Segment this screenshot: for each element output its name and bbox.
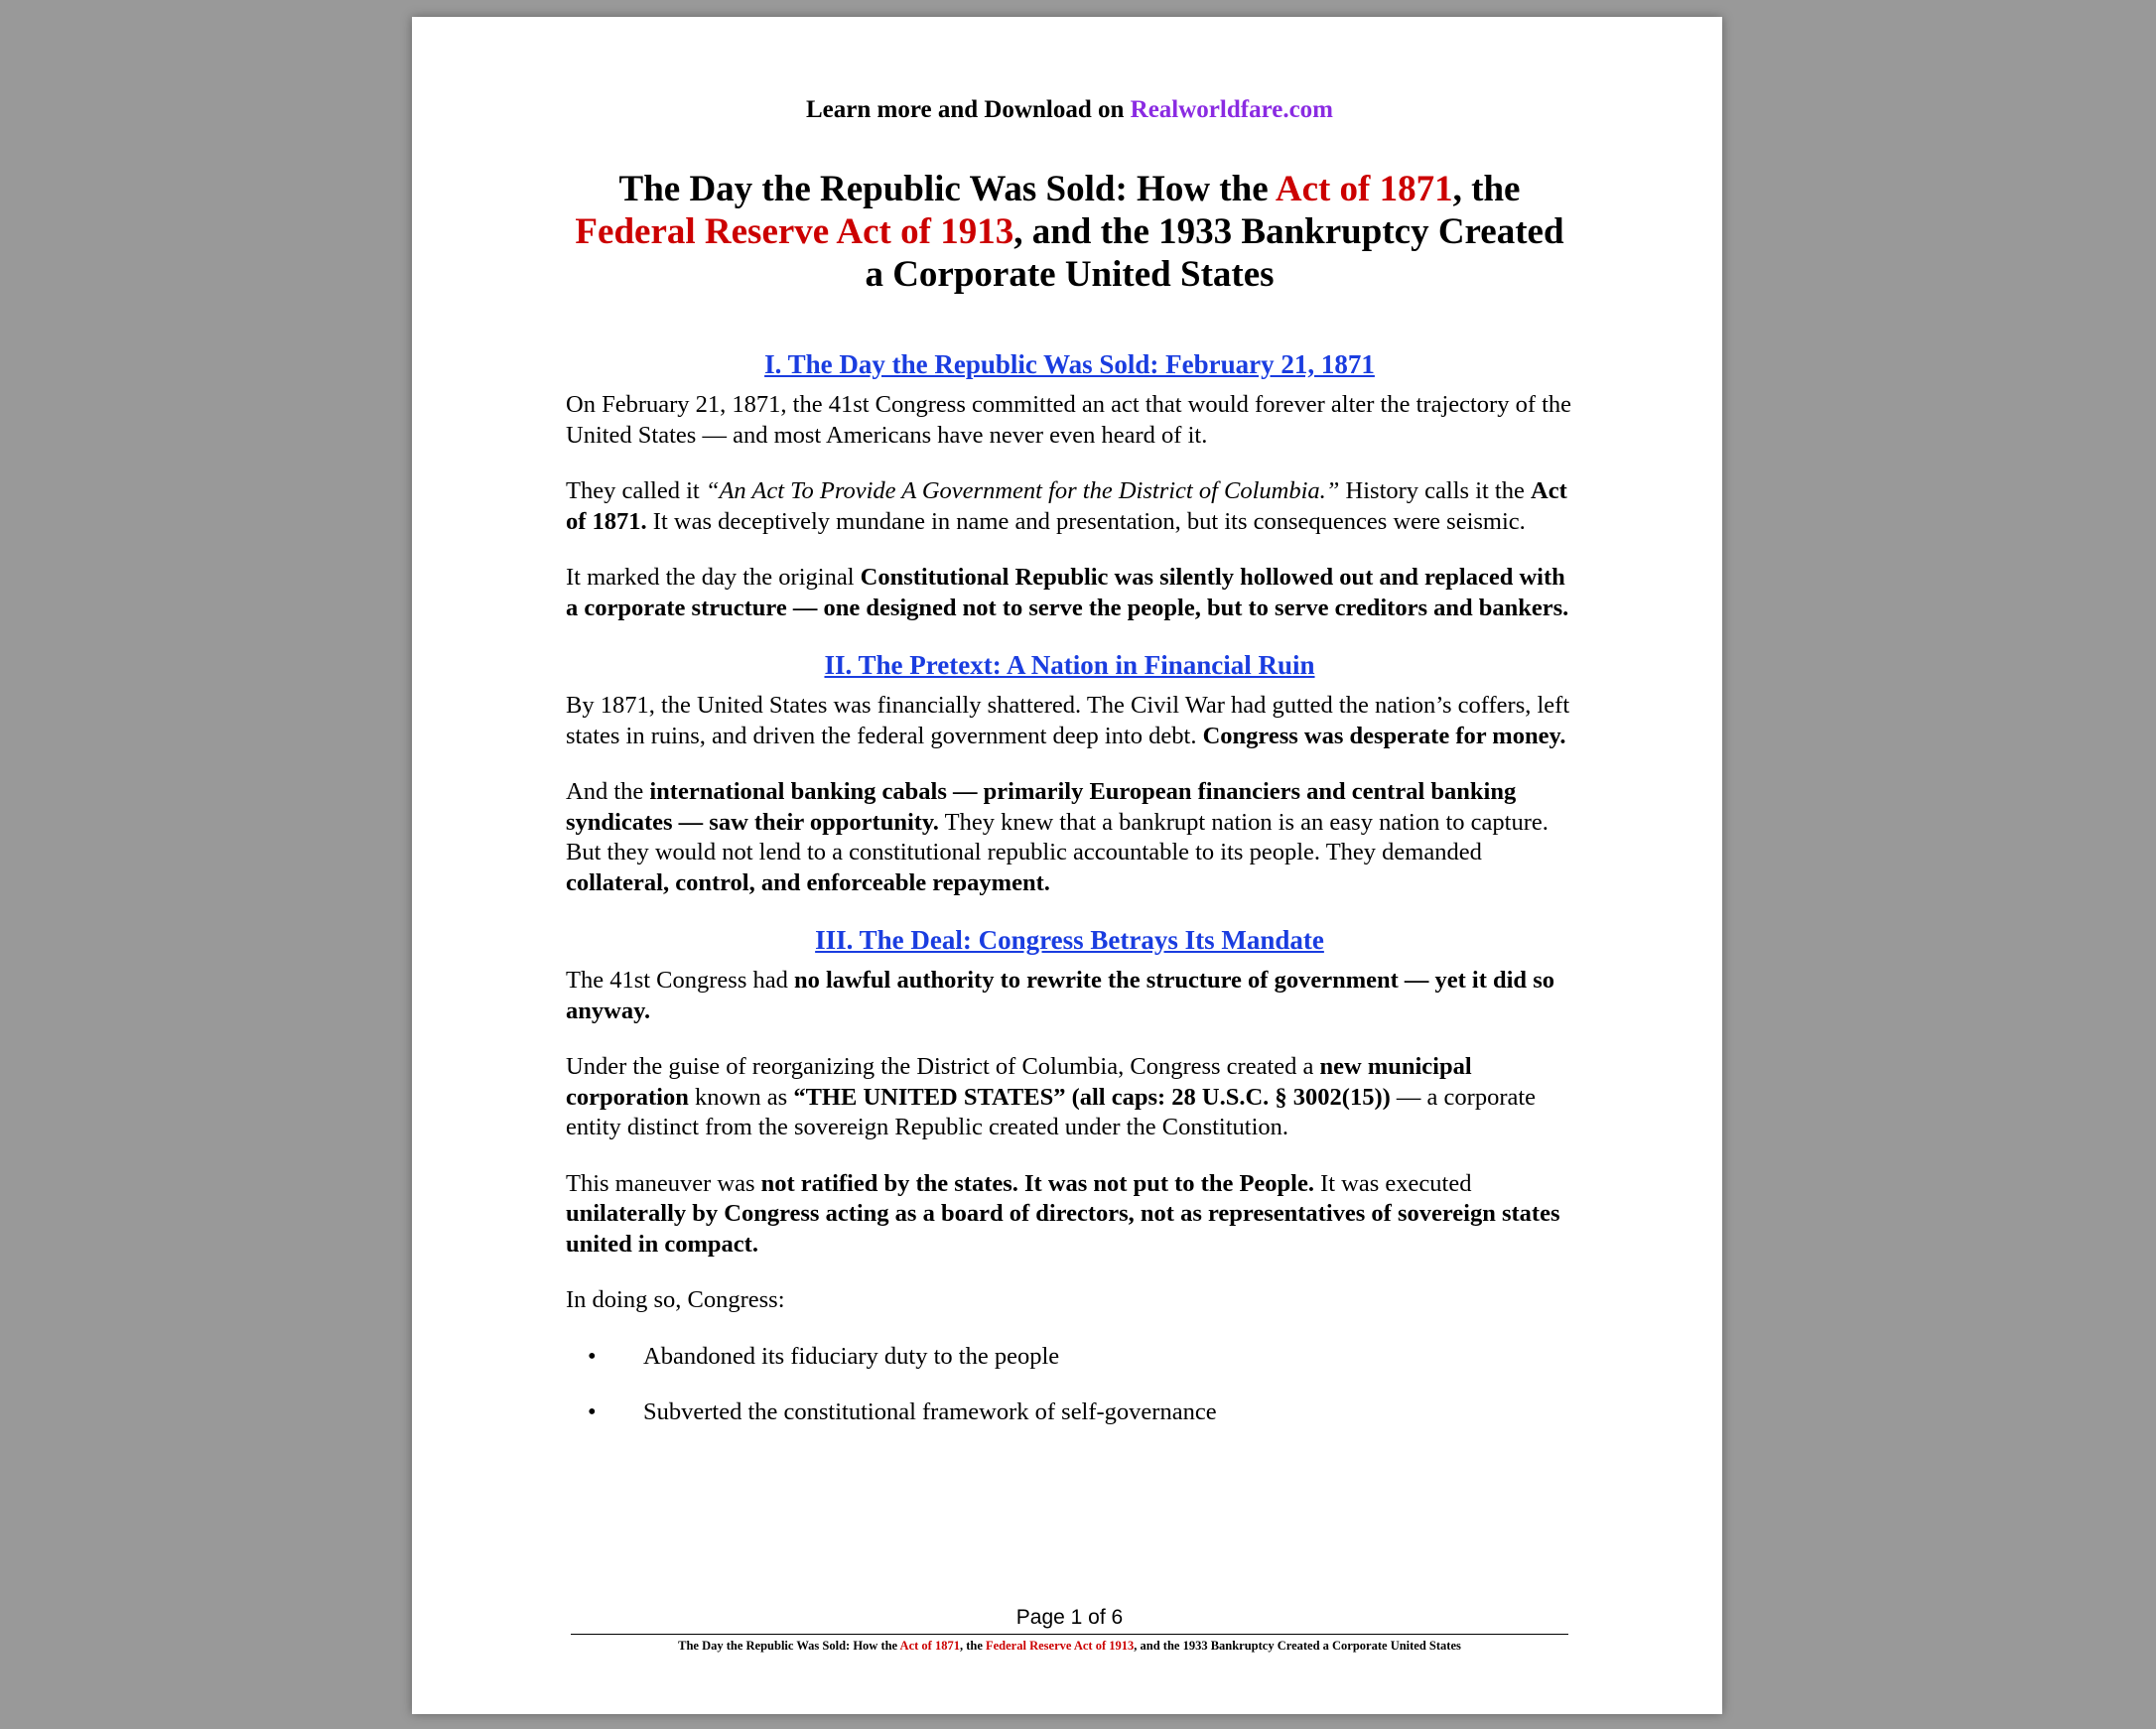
bold-text: international banking cabals — primarily European financiers and central banking syndicates — saw their opportunity. <box>566 778 1517 836</box>
footer-highlight-act-1871: Act of 1871 <box>899 1639 960 1653</box>
download-banner-text: Learn more and Download on <box>805 96 1131 123</box>
section-heading-1-text: I. The Day the Republic Was Sold: February 21, 1871 <box>764 349 1375 379</box>
section-3-paragraph-4 <box>566 1285 1573 1316</box>
site-link[interactable]: Realworldfare.com <box>1130 96 1333 123</box>
bullet-icon: • <box>588 1342 597 1370</box>
document-body <box>566 348 1573 1454</box>
paragraph-text: By 1871, the United States was financially shattered. The Civil War had gutted the nation’s coffers, left states in ruins, and driven the federal government deep into debt. <box>566 692 1570 749</box>
paragraph-text: In doing so, Congress: <box>566 1286 785 1313</box>
bold-text: collateral, control, and enforceable repayment. <box>566 868 1050 896</box>
paragraph-text: It was executed <box>1313 1169 1472 1197</box>
section-heading-1[interactable] <box>566 348 1573 380</box>
bold-text: new municipal corporation <box>566 1053 1472 1111</box>
title-text-1: The Day the Republic Was Sold: How the <box>618 169 1276 209</box>
section-1-paragraph-2 <box>566 476 1573 537</box>
paragraph-text: They called it <box>566 477 706 504</box>
paragraph-text: And the <box>566 778 650 805</box>
document-title <box>566 168 1573 296</box>
bullet-icon: • <box>588 1398 597 1425</box>
list-item-text: Abandoned its fiduciary duty to the people <box>643 1342 1060 1370</box>
bullet-list <box>566 1342 1573 1428</box>
bold-text: Congress was desperate for money. <box>1202 722 1566 749</box>
section-heading-3-text: III. The Deal: Congress Betrays Its Mandate <box>815 925 1324 955</box>
paragraph-text: The 41st Congress had <box>566 967 794 994</box>
footer-text-3: , and the 1933 Bankruptcy Created a Corporate United States <box>1134 1639 1461 1653</box>
section-2-paragraph-2 <box>566 777 1573 898</box>
bold-text: Constitutional Republic was silently hollowed out and replaced with a corporate structure — one designed not to serve the people, but to serve creditors and bankers. <box>566 564 1569 621</box>
section-heading-3[interactable] <box>566 924 1573 956</box>
paragraph-text: They knew that a bankrupt nation is an easy nation to capture. But they would not lend to a constitutional republic accountable to its people. They demanded <box>566 808 1549 865</box>
bold-text: Act of 1871. <box>566 477 1567 535</box>
title-text-3: , and the 1933 Bankruptcy Created a Corporate United States <box>865 211 1564 295</box>
bold-text: no lawful authority to rewrite the structure of government — yet it did so anyway. <box>566 967 1554 1024</box>
section-3-paragraph-3 <box>566 1169 1573 1261</box>
list-item <box>566 1397 1573 1428</box>
running-footer <box>566 1638 1573 1654</box>
paragraph-text: It marked the day the original <box>566 564 861 591</box>
section-heading-2-text: II. The Pretext: A Nation in Financial Ruin <box>824 650 1315 680</box>
list-item-text: Subverted the constitutional framework of self-governance <box>643 1398 1217 1425</box>
title-highlight-federal-reserve: Federal Reserve Act of 1913 <box>575 211 1014 252</box>
bold-text: not ratified by the states. It was not put to the People. <box>760 1169 1314 1197</box>
paragraph-text: It was deceptively mundane in name and presentation, but its consequences were seismic. <box>646 507 1526 535</box>
paragraph-text: History calls it the <box>1339 477 1531 504</box>
section-heading-2[interactable] <box>566 649 1573 681</box>
paragraph-text: Under the guise of reorganizing the District of Columbia, Congress created a <box>566 1053 1320 1080</box>
paragraph-text: On February 21, 1871, the 41st Congress committed an act that would forever alter the trajectory of the United States — and most Americans have never even heard of it. <box>566 391 1572 449</box>
document-page <box>412 17 1722 1714</box>
title-highlight-act-1871: Act of 1871 <box>1275 169 1453 209</box>
list-item <box>566 1342 1573 1373</box>
bold-text: “THE UNITED STATES” (all caps: 28 U.S.C. § 3002(15)) <box>793 1083 1391 1111</box>
section-1-paragraph-1 <box>566 390 1573 451</box>
paragraph-text: known as <box>688 1083 794 1111</box>
title-text-2: , the <box>1452 169 1521 209</box>
paragraph-text: This maneuver was <box>566 1169 761 1197</box>
footer-divider <box>571 1634 1568 1635</box>
act-quote: “An Act To Provide A Government for the District of Columbia.” <box>705 477 1340 504</box>
section-3-paragraph-1 <box>566 966 1573 1026</box>
footer-text-2: , the <box>959 1639 986 1653</box>
bold-text: unilaterally by Congress acting as a board of directors, not as representatives of sovereign states united in compact. <box>566 1200 1560 1258</box>
footer-text-1: The Day the Republic Was Sold: How the <box>678 1639 900 1653</box>
section-1-paragraph-3 <box>566 563 1573 623</box>
paragraph-text: — a corporate entity distinct from the sovereign Republic created under the Constitution. <box>566 1083 1537 1140</box>
page-number: Page 1 of 6 <box>1015 1606 1124 1629</box>
footer-highlight-federal-reserve: Federal Reserve Act of 1913 <box>986 1639 1135 1653</box>
download-banner <box>566 94 1573 126</box>
section-3-paragraph-2 <box>566 1052 1573 1143</box>
section-2-paragraph-1 <box>566 691 1573 751</box>
